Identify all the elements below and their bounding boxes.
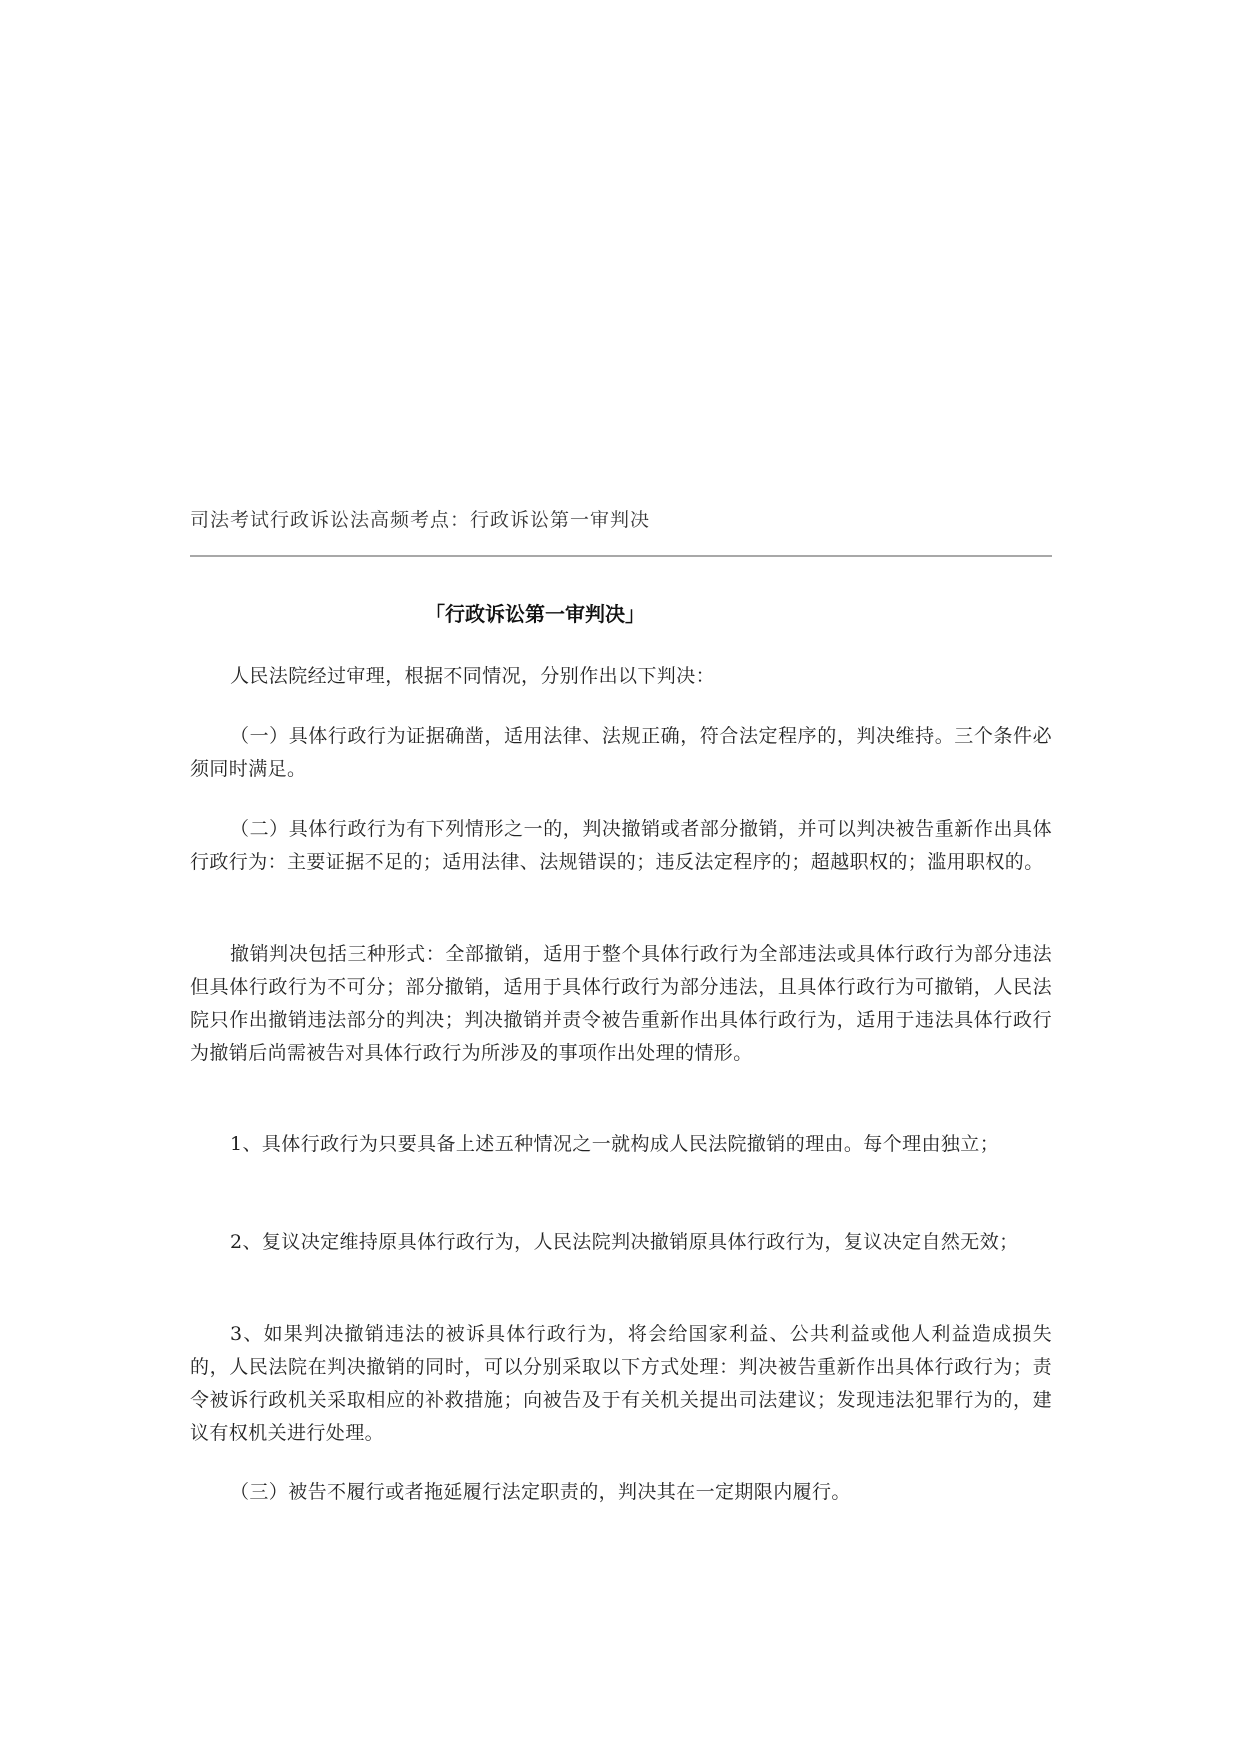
paragraph-revocation-forms: 撤销判决包括三种形式：全部撤销，适用于整个具体行政行为全部违法或具体行政行为部分违法但具体行政行为不可分；部分撤销，适用于具体行政行为部分违法，且具体行政行为可撤销，人民法院只作出撤销违法部分的判决；判决撤销并责令被告重新作出具体行政行为，适用于违法具体行政行为撤销后尚需被告对具体行政行为所涉及的事项作出处理的情形。 xyxy=(190,943,1052,1064)
section-title: 「行政诉讼第一审判决」 xyxy=(425,602,645,626)
paragraph-item-one: （一）具体行政行为证据确凿，适用法律、法规正确，符合法定程序的，判决维持。三个条件必须同时满足。 xyxy=(190,725,1052,780)
header-divider xyxy=(190,555,1052,557)
paragraph-note-3: 3、如果判决撤销违法的被诉具体行政行为，将会给国家利益、公共利益或他人利益造成损失的，人民法院在判决撤销的同时，可以分别采取以下方式处理：判决被告重新作出具体行政行为；责令被诉行政机关采取相应的补救措施；向被告及于有关机关提出司法建议；发现违法犯罪行为的，建议有权机关进行处理。 xyxy=(190,1323,1052,1444)
paragraph-note-1: 1、具体行政行为只要具备上述五种情况之一就构成人民法院撤销的理由。每个理由独立； xyxy=(230,1133,1000,1155)
paragraph-item-two: （二）具体行政行为有下列情形之一的，判决撤销或者部分撤销，并可以判决被告重新作出具体行政行为：主要证据不足的；适用法律、法规错误的；违反法定程序的；超越职权的；滥用职权的。 xyxy=(190,818,1052,873)
paragraph-item-three: （三）被告不履行或者拖延履行法定职责的，判决其在一定期限内履行。 xyxy=(230,1481,851,1503)
paragraph-note-2: 2、复议决定维持原具体行政行为，人民法院判决撤销原具体行政行为，复议决定自然无效； xyxy=(230,1231,1019,1253)
paragraph-intro: 人民法院经过审理，根据不同情况，分别作出以下判决： xyxy=(230,665,716,687)
header-title: 司法考试行政诉讼法高频考点：行政诉讼第一审判决 xyxy=(190,509,651,531)
